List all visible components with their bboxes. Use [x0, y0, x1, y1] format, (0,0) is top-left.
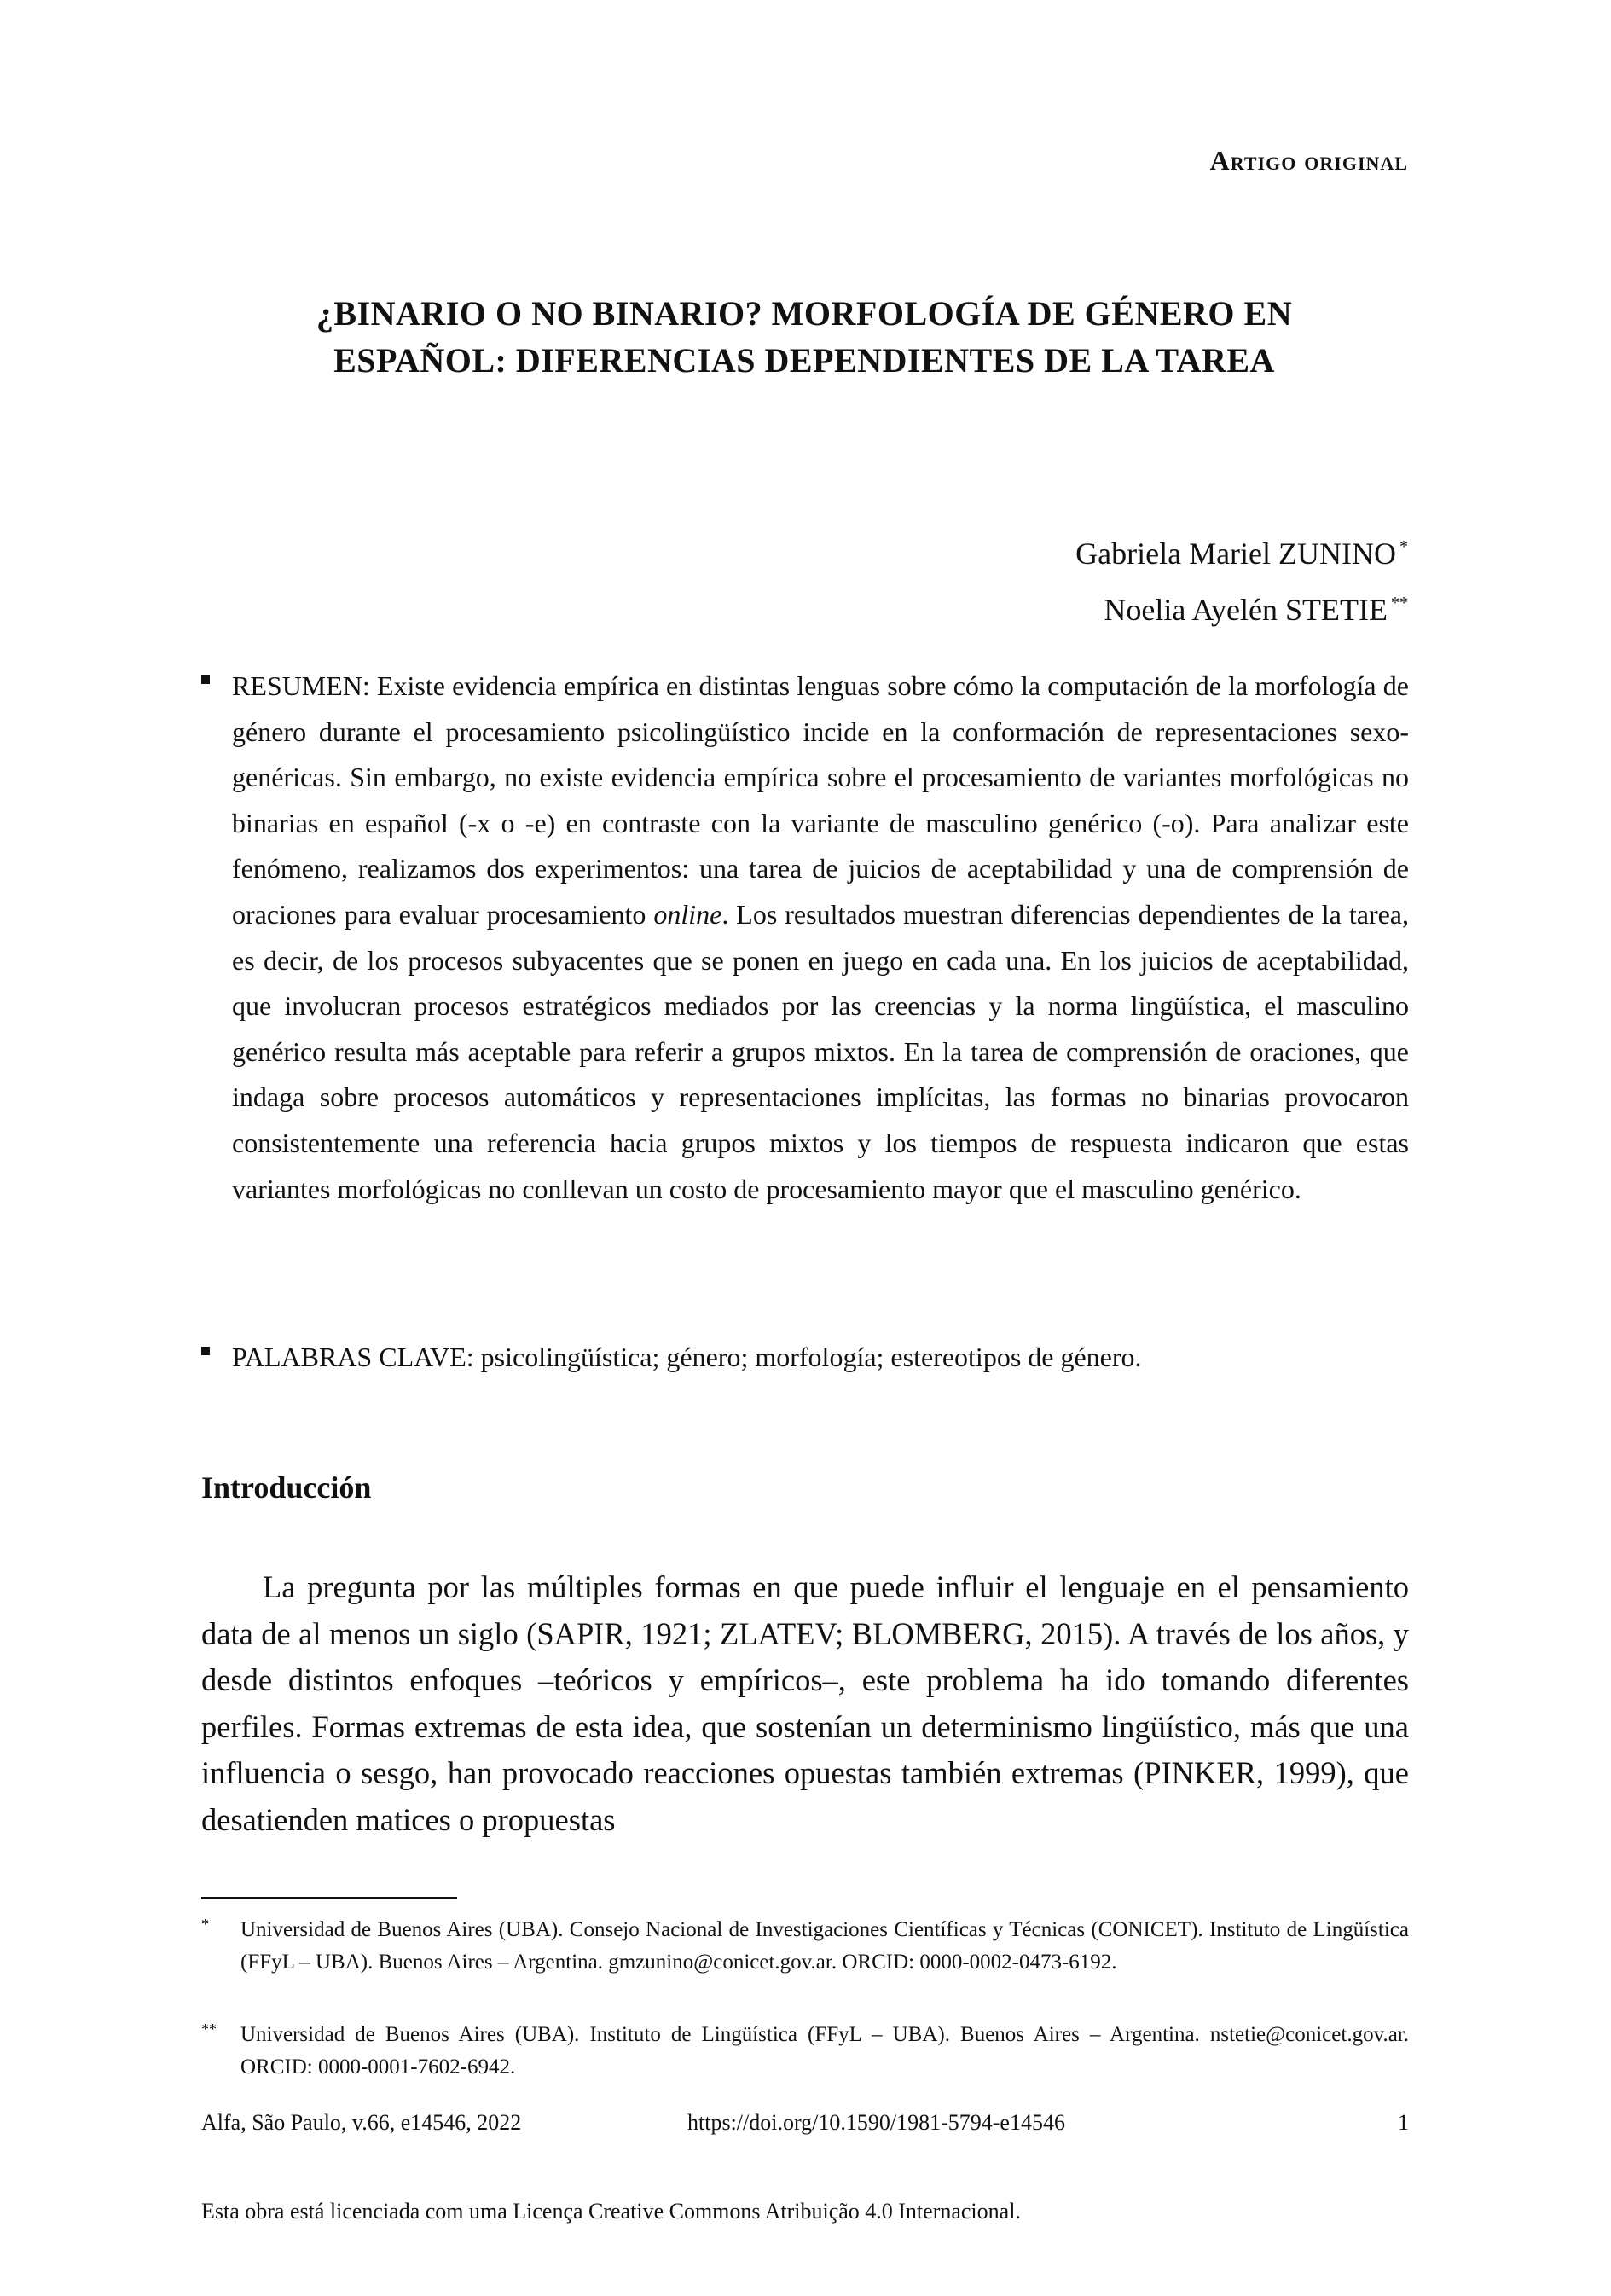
license-notice[interactable]: Esta obra está licenciada com uma Licença Creative Commons Atribuição 4.0 Internacional. [201, 2199, 1021, 2224]
abstract-text [232, 664, 1409, 1212]
author-footnote-mark[interactable]: * [1399, 537, 1408, 556]
footnote-1 [201, 1914, 1409, 1978]
author-footnote-mark[interactable]: ** [1391, 594, 1408, 612]
author-name: Noelia Ayelén STETIE [1104, 593, 1388, 627]
body-paragraph: La pregunta por las múltiples formas en que puede influir el lenguaje en el pensamiento data de al menos un siglo (SAPIR, 1921; ZLATEV; BLOMBERG, 2015). A través de los años, y desde distintos enfoques –teóricos y empíricos–, este problema ha ido tomando diferentes perfiles. Formas extremas de esta idea, que sostenían un determinismo lingüístico, más que una influencia o sesgo, han provocado reacciones opuestas también extremas (PINKER, 1999), que desatienden matices o propuestas [201, 1569, 1409, 1837]
footnote-mark: * [201, 1916, 209, 1933]
footnote-text: Universidad de Buenos Aires (UBA). Instituto de Lingüística (FFyL – UBA). Buenos Aires – Argentina. nstetie@conicet.gov.ar. ORCID: 0000-0001-7602-6942. [240, 2023, 1409, 2079]
journal-citation: Alfa, São Paulo, v.66, e14546, 2022 [201, 2110, 522, 2135]
title-line-1: ¿BINARIO O NO BINARIO? MORFOLOGÍA DE GÉNERO EN [316, 294, 1293, 333]
author-1 [1075, 522, 1408, 578]
abstract [201, 664, 1409, 1212]
author-2 [1075, 578, 1408, 635]
abstract-italic-term: online [653, 898, 722, 930]
keywords [201, 1335, 1409, 1381]
footnote-text: Universidad de Buenos Aires (UBA). Consejo Nacional de Investigaciones Científicas y Técnicas (CONICET). Instituto de Lingüística (FFyL – UBA). Buenos Aires – Argentina. gmzunino@conicet.gov.ar. ORCID: 0000-0002-0473-6192. [240, 1918, 1409, 1974]
doi-link[interactable]: https://doi.org/10.1590/1981-5794-e14546 [687, 2110, 1065, 2135]
author-list [1075, 522, 1408, 635]
author-name: Gabriela Mariel ZUNINO [1075, 536, 1396, 571]
section-label: Artigo original [1209, 145, 1408, 176]
abstract-text-part: . Los resultados muestran diferencias dependientes de la tarea, es decir, de los procesos subyacentes que se ponen en juego en cada una. En los juicios de aceptabilidad, que involucran procesos estratégicos mediados por las creencias y la norma lingüística, el masculino genérico resulta más aceptable para referir a grupos mixtos. En la tarea de comprensión de oraciones, que indaga sobre procesos automáticos y representaciones implícitas, las formas no binarias provocaron consistentemente una referencia hacia grupos mixtos y los tiempos de respuesta indicaron que estas variantes morfológicas no conllevan un costo de procesamiento mayor que el masculino genérico. [232, 898, 1410, 1204]
title-line-2: ESPAÑOL: DIFERENCIAS DEPENDIENTES DE LA TAREA [333, 341, 1275, 380]
article-title [201, 290, 1407, 384]
page-footer [201, 2110, 1409, 2144]
footnote-divider [201, 1897, 457, 1899]
page-number: 1 [1398, 2110, 1409, 2135]
square-bullet-icon [201, 675, 210, 684]
keywords-text: PALABRAS CLAVE: psicolingüística; género; morfología; estereotipos de género. [232, 1342, 1142, 1372]
footnote-2 [201, 2019, 1409, 2083]
section-heading: Introducción [201, 1470, 372, 1505]
square-bullet-icon [201, 1347, 210, 1355]
abstract-text-part: RESUMEN: Existe evidencia empírica en distintas lenguas sobre cómo la computación de la morfología de género durante el procesamiento psicolingüístico incide en la conformación de representaciones sexo-genéricas. Sin embargo, no existe evidencia empírica sobre el procesamiento de variantes morfológicas no binarias en español (-x o -e) en contraste con la variante de masculino genérico (-o). Para analizar este fenómeno, realizamos dos experimentos: una tarea de juicios de aceptabilidad y una de comprensión de oraciones para evaluar procesamiento [232, 670, 1409, 930]
footnote-mark: ** [201, 2021, 217, 2038]
